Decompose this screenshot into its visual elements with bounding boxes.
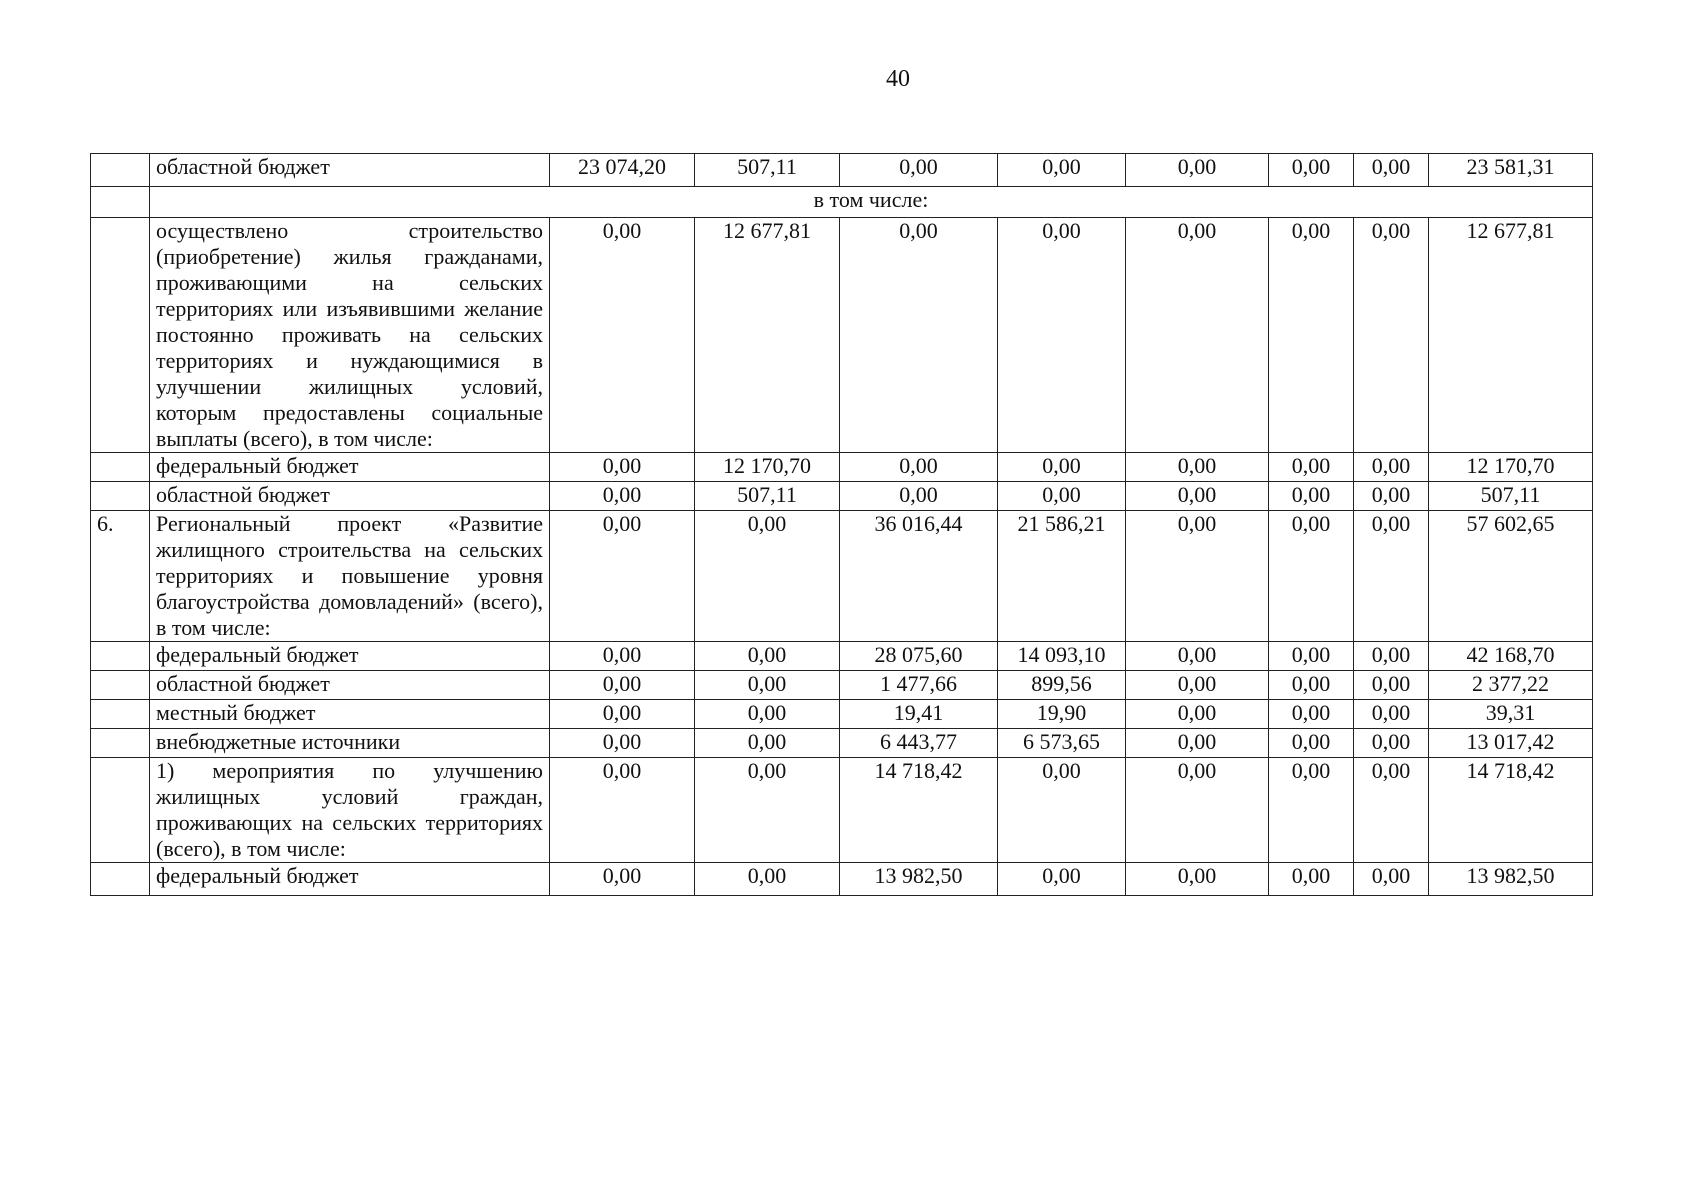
value-cell: 36 016,44 (840, 511, 998, 642)
value-cell: 14 718,42 (840, 758, 998, 863)
row-name: областной бюджет (150, 671, 550, 700)
value-cell: 0,00 (1354, 642, 1429, 671)
value-cell: 0,00 (550, 700, 695, 729)
value-cell: 0,00 (1126, 511, 1269, 642)
value-cell: 0,00 (1126, 453, 1269, 482)
value-cell: 0,00 (1354, 511, 1429, 642)
row-number (91, 758, 150, 863)
value-cell: 0,00 (1269, 218, 1354, 453)
value-cell: 23 581,31 (1429, 154, 1593, 187)
row-name: Региональный проект «Развитие жилищного строительства на сельских территориях и повышение уровня благоустройства домовладений» (всего), в том числе: (150, 511, 550, 642)
value-cell: 0,00 (1269, 700, 1354, 729)
value-cell: 13 982,50 (1429, 863, 1593, 896)
value-cell: 0,00 (1354, 863, 1429, 896)
row-name: федеральный бюджет (150, 453, 550, 482)
table-row (91, 511, 1593, 642)
value-cell: 0,00 (998, 453, 1126, 482)
value-cell: 0,00 (998, 863, 1126, 896)
value-cell: 0,00 (1126, 154, 1269, 187)
row-number (91, 671, 150, 700)
value-cell: 0,00 (1269, 729, 1354, 758)
budget-table (90, 153, 1593, 896)
value-cell: 0,00 (1269, 511, 1354, 642)
value-cell: 0,00 (695, 642, 840, 671)
value-cell: 0,00 (550, 482, 695, 511)
page-number: 40 (886, 66, 910, 92)
value-cell: 0,00 (550, 218, 695, 453)
value-cell: 23 074,20 (550, 154, 695, 187)
value-cell: 0,00 (1269, 671, 1354, 700)
value-cell: 0,00 (840, 218, 998, 453)
value-cell: 0,00 (1126, 729, 1269, 758)
row-number (91, 187, 150, 218)
value-cell: 0,00 (695, 671, 840, 700)
value-cell: 13 017,42 (1429, 729, 1593, 758)
row-number (91, 218, 150, 453)
value-cell: 0,00 (1269, 863, 1354, 896)
row-number (91, 154, 150, 187)
value-cell: 6 443,77 (840, 729, 998, 758)
value-cell: 0,00 (998, 482, 1126, 511)
value-cell: 21 586,21 (998, 511, 1126, 642)
value-cell: 0,00 (1126, 700, 1269, 729)
table-row (91, 863, 1593, 896)
value-cell: 0,00 (1269, 758, 1354, 863)
value-cell: 0,00 (1126, 863, 1269, 896)
table-row (91, 758, 1593, 863)
value-cell: 0,00 (1126, 758, 1269, 863)
row-name: местный бюджет (150, 700, 550, 729)
value-cell: 0,00 (1354, 453, 1429, 482)
row-number (91, 729, 150, 758)
table-row (91, 671, 1593, 700)
value-cell: 0,00 (998, 758, 1126, 863)
value-cell: 39,31 (1429, 700, 1593, 729)
value-cell: 28 075,60 (840, 642, 998, 671)
table-row (91, 482, 1593, 511)
value-cell: 0,00 (840, 453, 998, 482)
row-name: областной бюджет (150, 154, 550, 187)
value-cell: 507,11 (695, 482, 840, 511)
value-cell: 0,00 (1354, 758, 1429, 863)
table-row (91, 642, 1593, 671)
value-cell: 507,11 (695, 154, 840, 187)
value-cell: 0,00 (695, 511, 840, 642)
table-row (91, 154, 1593, 187)
table-body (91, 154, 1593, 896)
value-cell: 0,00 (840, 482, 998, 511)
row-number: 6. (91, 511, 150, 642)
value-cell: 0,00 (1126, 218, 1269, 453)
value-cell: 42 168,70 (1429, 642, 1593, 671)
value-cell: 1 477,66 (840, 671, 998, 700)
value-cell: 12 170,70 (695, 453, 840, 482)
value-cell: 57 602,65 (1429, 511, 1593, 642)
row-number (91, 642, 150, 671)
value-cell: 0,00 (1269, 453, 1354, 482)
value-cell: 13 982,50 (840, 863, 998, 896)
value-cell: 0,00 (1354, 729, 1429, 758)
value-cell: 0,00 (1126, 671, 1269, 700)
value-cell: 0,00 (550, 453, 695, 482)
row-name: федеральный бюджет (150, 642, 550, 671)
value-cell: 12 170,70 (1429, 453, 1593, 482)
value-cell: 12 677,81 (695, 218, 840, 453)
value-cell: 0,00 (998, 154, 1126, 187)
row-number (91, 863, 150, 896)
row-name: внебюджетные источники (150, 729, 550, 758)
value-cell: 12 677,81 (1429, 218, 1593, 453)
value-cell: 19,90 (998, 700, 1126, 729)
row-number (91, 700, 150, 729)
value-cell: 19,41 (840, 700, 998, 729)
value-cell: 0,00 (550, 511, 695, 642)
including-row (91, 187, 1593, 218)
value-cell: 0,00 (1269, 642, 1354, 671)
value-cell: 0,00 (1354, 700, 1429, 729)
value-cell: 0,00 (695, 700, 840, 729)
row-name: областной бюджет (150, 482, 550, 511)
row-number (91, 453, 150, 482)
value-cell: 0,00 (1269, 482, 1354, 511)
table-row (91, 700, 1593, 729)
including-label: в том числе: (150, 187, 1593, 218)
value-cell: 899,56 (998, 671, 1126, 700)
value-cell: 0,00 (1354, 671, 1429, 700)
row-number (91, 482, 150, 511)
value-cell: 0,00 (840, 154, 998, 187)
value-cell: 0,00 (695, 863, 840, 896)
row-name: осуществлено строительство (приобретение) жилья гражданами, проживающими на сельских территориях или изъявившими желание постоянно проживать на сельских территориях и нуждающимися в улучшении жилищных условий, которым предоставлены социальные выплаты (всего), в том числе: (150, 218, 550, 453)
value-cell: 0,00 (695, 729, 840, 758)
value-cell: 0,00 (550, 642, 695, 671)
value-cell: 0,00 (550, 863, 695, 896)
value-cell: 0,00 (695, 758, 840, 863)
row-name: федеральный бюджет (150, 863, 550, 896)
value-cell: 0,00 (1269, 154, 1354, 187)
table-row (91, 218, 1593, 453)
table-row (91, 453, 1593, 482)
value-cell: 14 093,10 (998, 642, 1126, 671)
value-cell: 0,00 (1354, 482, 1429, 511)
table-row (91, 729, 1593, 758)
value-cell: 14 718,42 (1429, 758, 1593, 863)
value-cell: 2 377,22 (1429, 671, 1593, 700)
value-cell: 0,00 (1354, 154, 1429, 187)
row-name: 1) мероприятия по улучшению жилищных условий граждан, проживающих на сельских территориях (всего), в том числе: (150, 758, 550, 863)
value-cell: 0,00 (1354, 218, 1429, 453)
value-cell: 507,11 (1429, 482, 1593, 511)
value-cell: 0,00 (1126, 482, 1269, 511)
value-cell: 0,00 (998, 218, 1126, 453)
value-cell: 0,00 (550, 729, 695, 758)
value-cell: 0,00 (1126, 642, 1269, 671)
value-cell: 0,00 (550, 758, 695, 863)
value-cell: 6 573,65 (998, 729, 1126, 758)
value-cell: 0,00 (550, 671, 695, 700)
